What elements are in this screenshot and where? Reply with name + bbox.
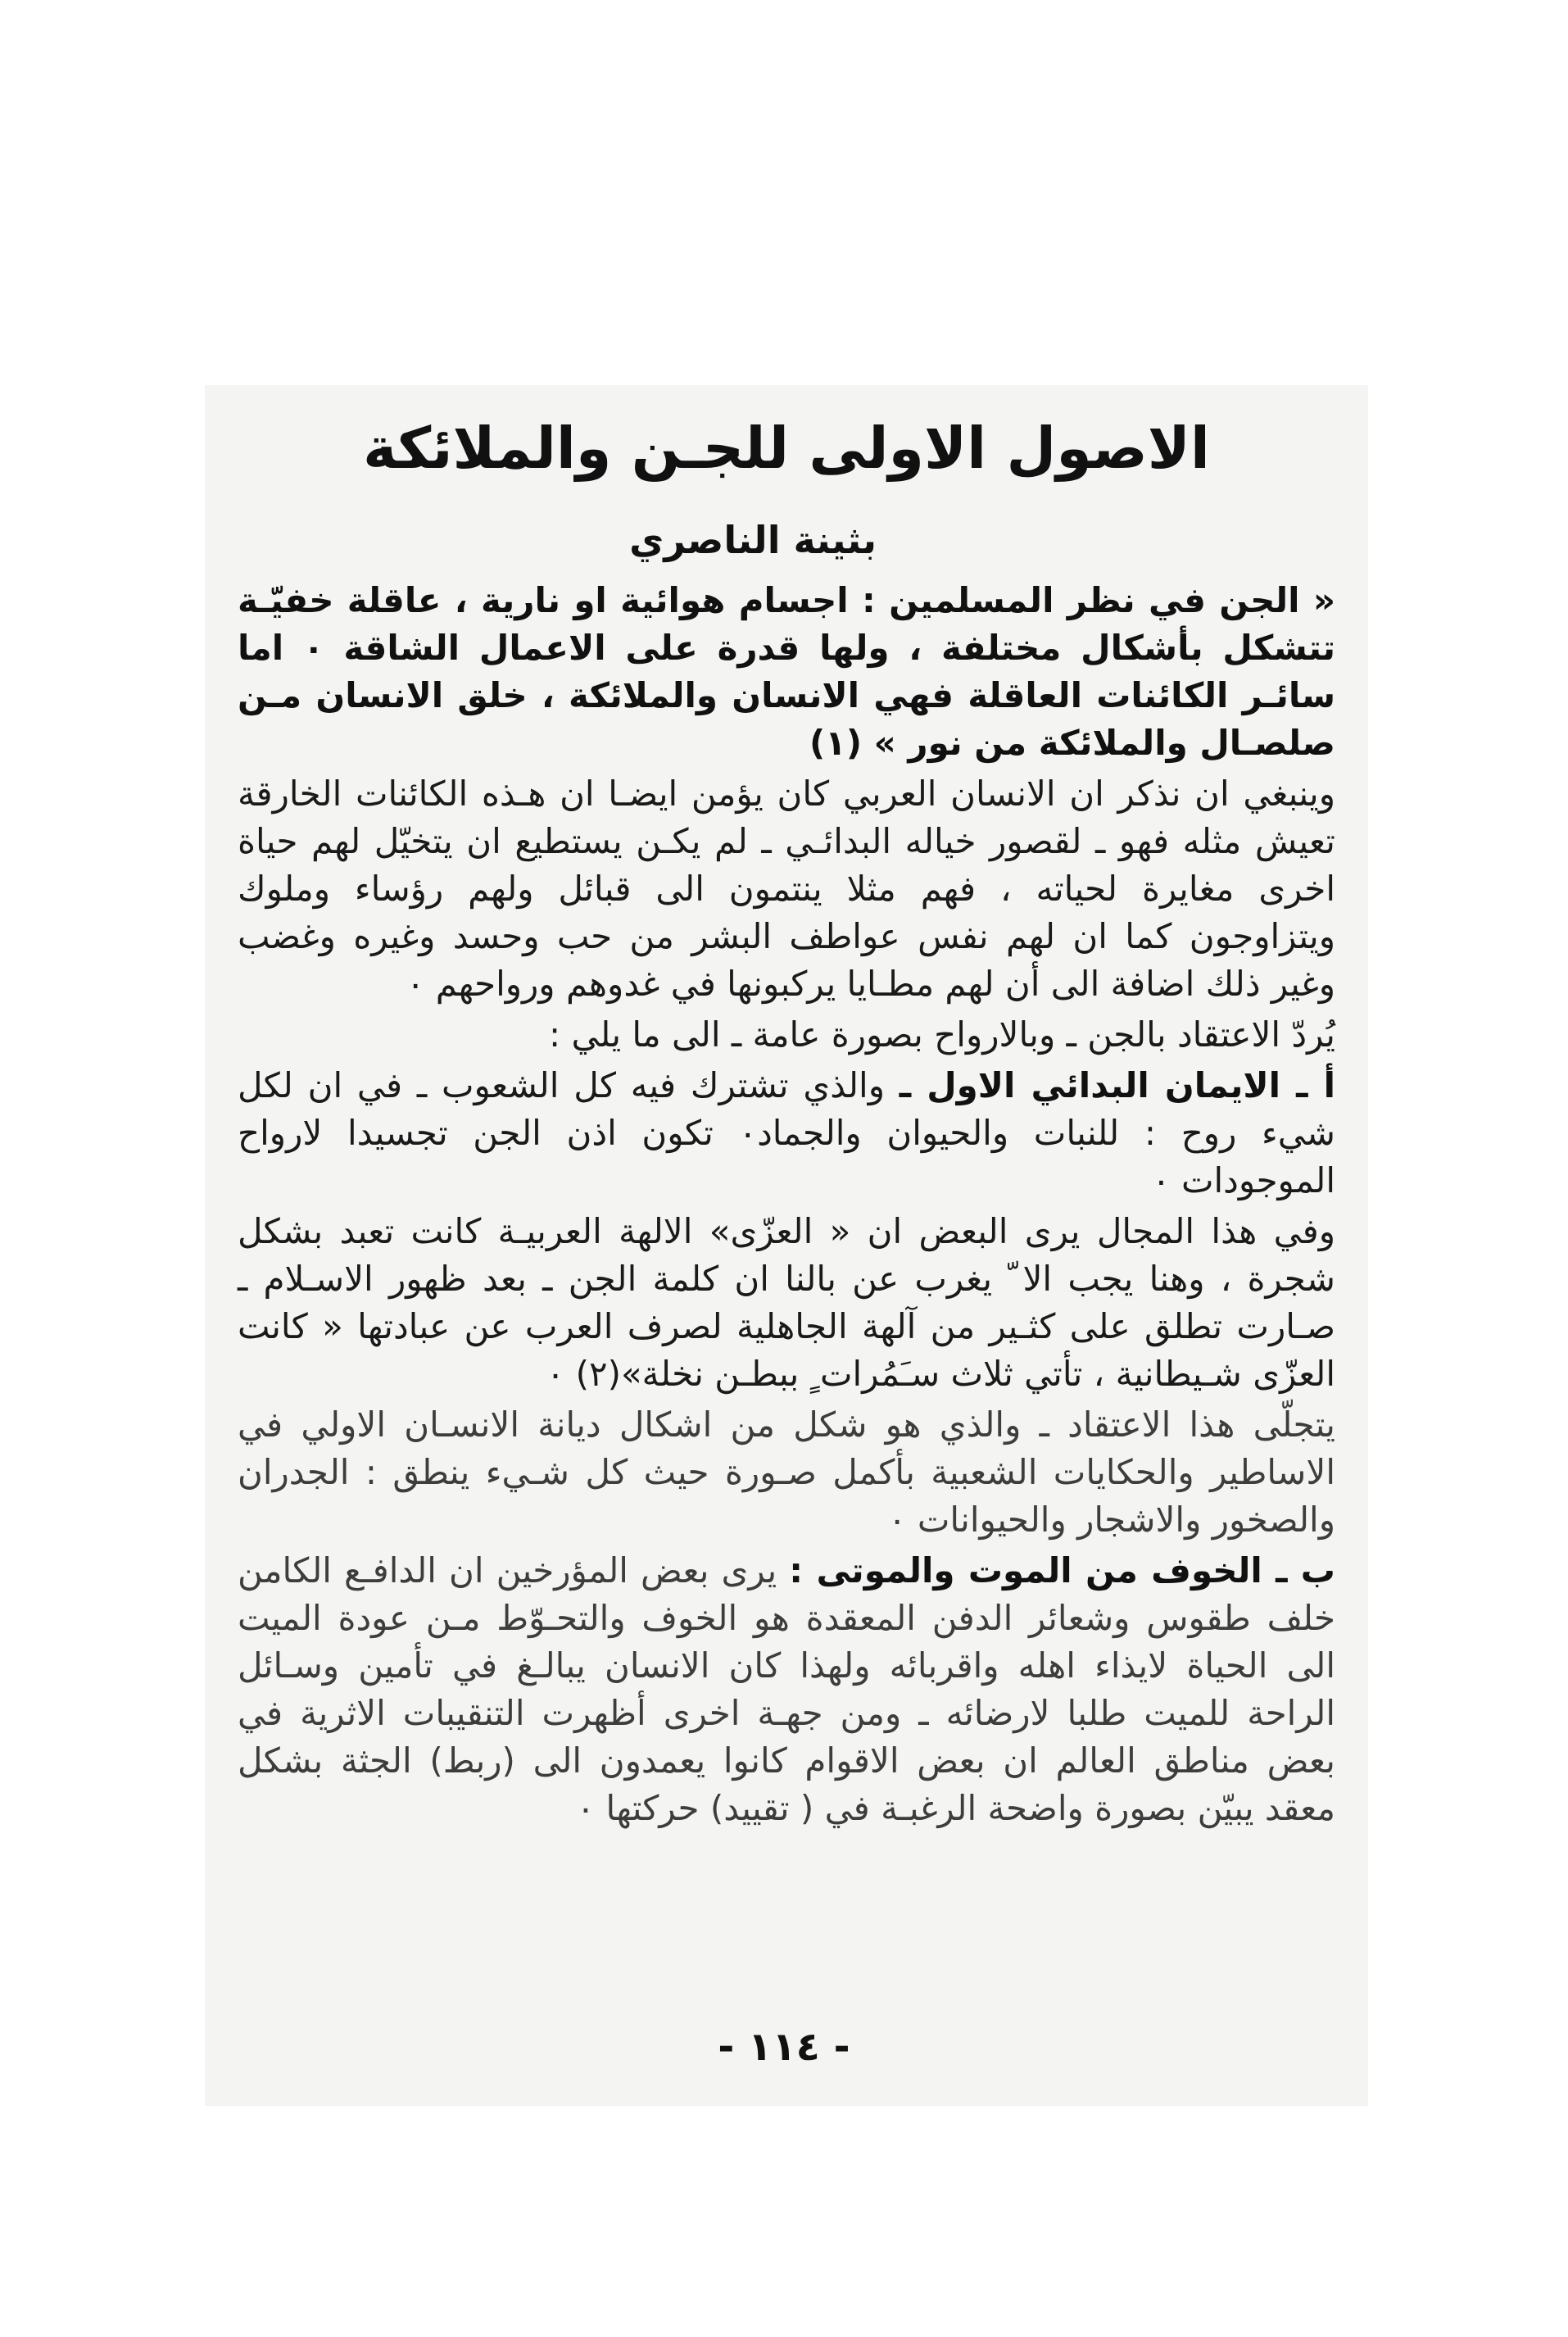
paragraph-myths: يتجلّى هذا الاعتقاد ـ والذي هو شكل من اشكال ديانة الانسـان الاولي في الاساطير والحكايات الشعبية بأكمل صـورة حيث كل شـيء ينطق : الجدران والصخور والاشجار والحيوانات ٠ xyxy=(238,1404,1335,1541)
page-number: - ١١٤ - xyxy=(718,2024,850,2070)
section-a-heading: أ ـ الايمان البدائي الاول ـ xyxy=(899,1065,1335,1106)
section-b-heading: ب ـ الخوف من الموت والموتى : xyxy=(789,1550,1335,1591)
section-b-text: يرى بعض المؤرخين ان الدافـع الكامن خلف طقوس وشعائر الدفن المعقدة هو الخوف والتحـوّط مـن عودة الميت الى الحياة لايذاء اهله واقربائه ولهذا كان الانسان يبالـغ في تأمين وسـائل الراحة للميت طلبا لارضائه ـ ومن جهـة اخرى أظهرت التنقيبات الاثرية في بعض مناطق العالم ان بعض الاقوام كانوا يعمدون الى (ربط) الجثة بشكل معقد يبيّن بصورة واضحة الرغبـة في ( تقييد) حركتها ٠ xyxy=(238,1550,1335,1829)
paragraph-origins-intro: يُردّ الاعتقاد بالجن ـ وبالارواح بصورة عامة ـ الى ما يلي : xyxy=(548,1014,1335,1055)
paragraph-section-a xyxy=(238,1062,1335,1205)
article-title: الاصول الاولى للجـن والملائكة xyxy=(363,415,1210,482)
paragraph-jinn-definition: « الجن في نظر المسلمين : اجسام هوائية او نارية ، عاقلة خفيّـة تتشكل بأشكال مختلفة ، ولها قدرة على الاعمال الشاقة ٠ اما سائـر الكائنات العاقلة فهي الانسان والملائكة ، خلق الانسان مـن صلصـال والملائكة من نور » (١) xyxy=(238,580,1335,764)
paragraph-section-b xyxy=(238,1547,1335,1832)
section-a-text: والذي تشترك فيه كل الشعوب ـ في ان لكل شيء روح : للنبات والحيوان والجماد٠ تكون اذن الجن تجسيدا لارواح الموجودات ٠ xyxy=(238,1065,1335,1201)
paragraph-arab-belief: وينبغي ان نذكر ان الانسان العربي كان يؤمن ايضـا ان هـذه الكائنات الخارقة تعيش مثله فهو ـ لقصور خياله البدائـي ـ لم يكـن يستطيع ان يتخيّل لهم حياة اخرى مغايرة لحياته ، فهم مثلا ينتمون الى قبائل ولهم رؤساء وملوك ويتزاوجون كما ان لهم نفس عواطف البشر من حب وحسد وغيره وغضب وغير ذلك اضافة الى أن لهم مطـايا يركبونها في غدوهم ورواحهم ٠ xyxy=(238,774,1335,1005)
article xyxy=(238,410,1335,1836)
article-author: بثينة الناصري xyxy=(629,517,877,562)
paragraph-uzza: وفي هذا المجال يرى البعض ان « العزّى» الالهة العربيـة كانت تعبد بشكل شجرة ، وهنا يجب الا ّ يغرب عن بالنا ان كلمة الجن ـ بعد ظهور الاسـلام ـ صـارت تطلق على كثـير من آلهة الجاهلية لصرف العرب عن عبادتها « كانت العزّى شـيطانية ، تأتي ثلاث سـَمُرات ٍ ببطـن نخلة»(٢) ٠ xyxy=(238,1211,1335,1395)
